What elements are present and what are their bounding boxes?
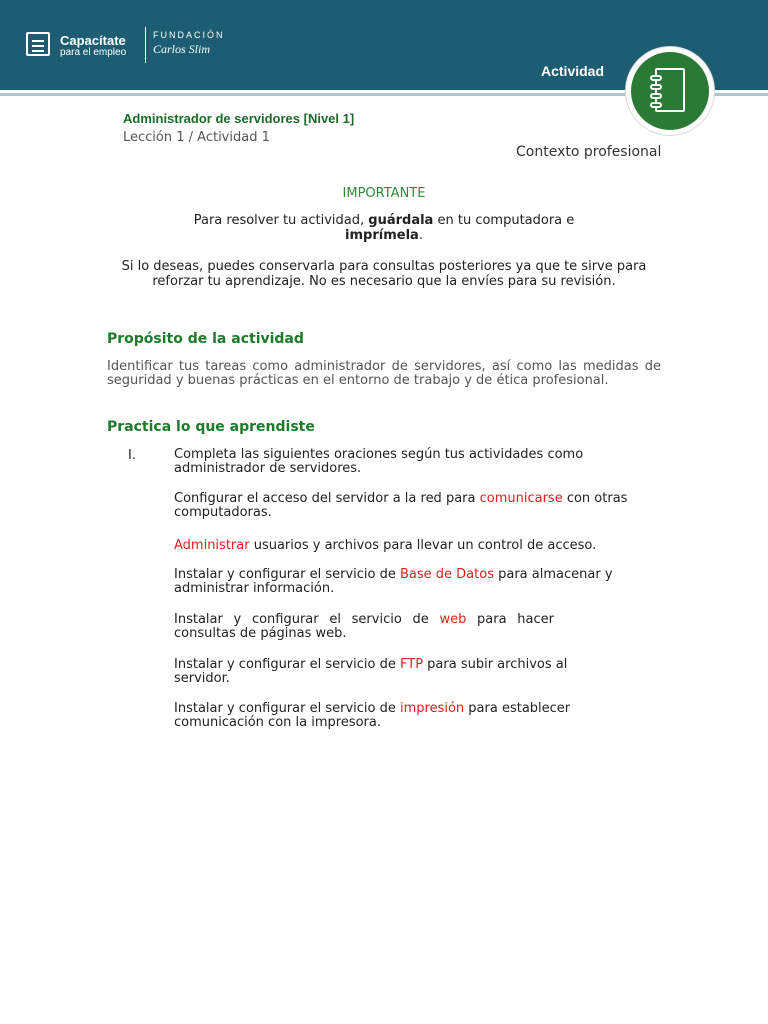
capacitate-logo-icon xyxy=(26,32,50,56)
list-item xyxy=(174,702,660,730)
instruction-text: en tu computadora e xyxy=(433,213,575,228)
badge-circle xyxy=(631,52,709,130)
item-answer: FTP xyxy=(400,657,424,672)
important-title: IMPORTANTE xyxy=(342,186,426,201)
practice-instruction: Completa las siguientes oraciones según tus actividades como administrador de servidores. xyxy=(174,447,584,476)
course-title: Administrador de servidores [Nivel 1] xyxy=(123,111,355,126)
notebook-ring-icon xyxy=(650,102,662,108)
item-answer: comunicarse xyxy=(479,491,563,506)
item-text: para establecer comunicación con la impresora. xyxy=(174,701,571,730)
activity-label: Actividad xyxy=(541,63,605,79)
list-item xyxy=(174,568,660,596)
notebook-icon xyxy=(655,68,685,112)
item-text: con otras computadoras. xyxy=(174,491,628,520)
instruction-text: Para resolver tu actividad, xyxy=(193,213,369,228)
item-text: para subir archivos al servidor. xyxy=(174,657,568,686)
list-item xyxy=(174,539,660,553)
item-text: Instalar y configurar el servicio de xyxy=(174,612,440,627)
item-answer: Administrar xyxy=(174,538,250,553)
item-answer: web xyxy=(439,612,467,627)
item-text: Configurar el acceso del servidor a la red para xyxy=(174,491,480,506)
practice-heading: Practica lo que aprendiste xyxy=(107,419,315,435)
important-instruction xyxy=(110,213,658,243)
item-text: para almacenar y administrar información. xyxy=(174,567,613,596)
notebook-ring-icon xyxy=(650,75,662,81)
list-item xyxy=(174,492,660,520)
instruction-text: . xyxy=(418,228,423,243)
lesson-label: Lección 1 / Actividad 1 xyxy=(123,130,270,145)
logo-divider xyxy=(145,27,146,63)
context-label: Contexto profesional xyxy=(516,144,662,160)
item-text: Instalar y configurar el servicio de xyxy=(174,701,400,716)
notebook-ring-icon xyxy=(650,93,662,99)
foundation-name: FUNDACIÓN xyxy=(153,30,225,40)
purpose-heading: Propósito de la actividad xyxy=(107,331,304,347)
item-text: usuarios y archivos para llevar un control de acceso. xyxy=(249,538,597,553)
item-answer: impresión xyxy=(400,701,465,716)
list-number: I. xyxy=(128,448,136,463)
notebook-ring-icon xyxy=(650,84,662,90)
important-note: Si lo deseas, puedes conservarla para consultas posteriores ya que te sirve para reforzar tu aprendizaje. No es necesario que la envíes para su revisión. xyxy=(121,259,647,289)
list-item xyxy=(174,613,554,641)
logo-subtitle: para el empleo xyxy=(60,47,127,58)
foundation-signature: Carlos Slim xyxy=(153,42,211,56)
item-answer: Base de Datos xyxy=(400,567,494,582)
instruction-bold-print: imprímela xyxy=(345,228,419,243)
activity-badge xyxy=(626,47,714,135)
item-text: Instalar y configurar el servicio de xyxy=(174,657,400,672)
item-text: para hacer consultas de páginas web. xyxy=(174,612,554,641)
logo-name: Capacítate xyxy=(60,33,126,48)
list-item xyxy=(174,658,624,686)
instruction-bold-save: guárdala xyxy=(368,213,434,228)
purpose-text: Identificar tus tareas como administrador de servidores, así como las medidas de seguridad y buenas prácticas en el entorno de trabajo y de ética profesional. xyxy=(107,359,661,388)
item-text: Instalar y configurar el servicio de xyxy=(174,567,400,582)
